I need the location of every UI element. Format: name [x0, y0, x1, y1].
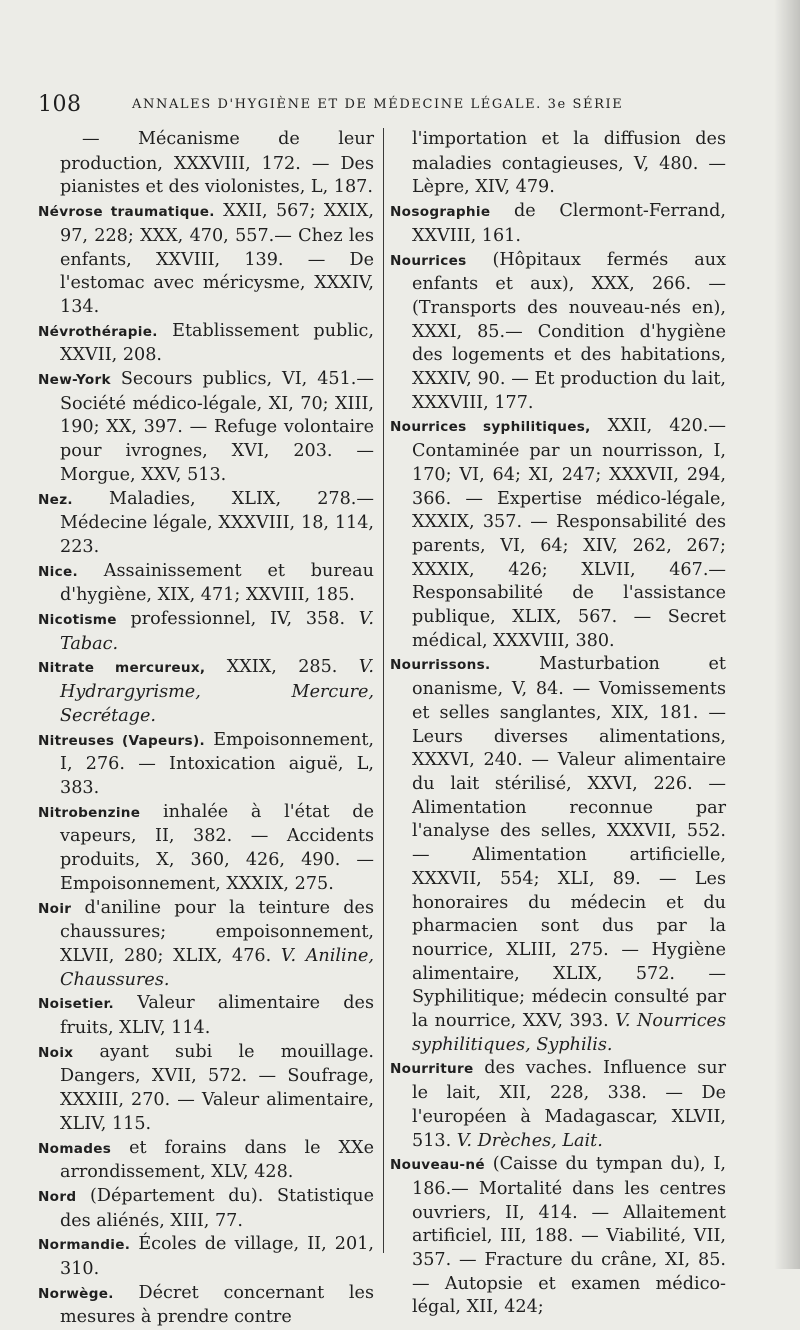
index-entry: Nord (Département du). Statistique des aliénés, XIII, 77.	[38, 1185, 374, 1231]
index-entry: Noix ayant subi le mouillage. Dangers, XVII, 572. — Soufrage, XXXIII, 270. — Valeur alimentaire, XLIV, 115.	[38, 1041, 374, 1134]
index-entry: Nitrobenzine inhalée à l'état de vapeurs, II, 382. — Accidents produits, X, 360, 426, 490. — Empoisonnement, XXXIX, 275.	[38, 801, 374, 894]
page-edge-shadow	[774, 0, 800, 1269]
index-entry: Normandie. Écoles de village, II, 201, 310.	[38, 1234, 374, 1280]
page-header	[38, 92, 638, 118]
index-entry: Nomades et forains dans le XXe arrondissement, XLV, 428.	[38, 1137, 374, 1183]
index-entry: New-York Secours publics, VI, 451.—Société médico-légale, XI, 70; XIII, 190; XX, 397. — Refuge volontaire pour ivrognes, XVI, 203. — Morgue, XXV, 513.	[38, 369, 374, 485]
index-entry: Nourrissons. Masturbation et onanisme, V, 84. — Vomissements et selles sanglantes, XIX, 181. — Leurs diverses alimentations, XXXVI, 240. — Valeur alimentaire du lait stérilisé, XXVI, 226. — Alimentation reconnue par l'analyse des selles, XXXVII, 552. — Alimentation artificielle, XXXVII, 554; XLI, 89. — Les honoraires du médecin et du pharmacien sont dus par la nourrice, XLIII, 275. — Hygiène alimentaire, XLIX, 572. — Syphilitique; médecin consulté par la nourrice, XXV, 393. V. Nourrices syphilitiques, Syphilis.	[390, 654, 727, 1055]
right-column	[390, 128, 726, 1320]
page-number: 108	[38, 92, 82, 117]
index-entry: Névrose traumatique. XXII, 567; XXIX, 97, 228; XXX, 470, 557.— Chez les enfants, XXVIII, 139. — De l'estomac avec méricysme, XXXIV, 134.	[38, 201, 375, 317]
index-entry: Nourriture des vaches. Influence sur le lait, XII, 228, 338. — De l'européen à Madagascar, XLVII, 513. V. Drèches, Lait.	[390, 1058, 726, 1151]
index-entry: Nez. Maladies, XLIX, 278.— Médecine légale, XXXVIII, 18, 114, 223.	[38, 488, 374, 557]
left-column	[38, 128, 374, 1330]
index-entry: Nosographie de Clermont-Ferrand, XXVIII, 161.	[390, 201, 726, 246]
index-entry: Norwège. Décret concernant les mesures à prendre contre	[38, 1282, 374, 1328]
index-entry: — Mécanisme de leur production, XXXVIII, 172. — Des pianistes et des violonistes, L, 187.	[60, 129, 374, 198]
index-entry: Noisetier. Valeur alimentaire des fruits, XLIV, 114.	[38, 993, 374, 1039]
index-entry: Nicotisme professionnel, IV, 358. V. Tabac.	[38, 609, 374, 654]
column-divider	[383, 128, 384, 1253]
running-title: ANNALES D'HYGIÈNE ET DE MÉDECINE LÉGALE. 3e SÉRIE	[132, 97, 624, 112]
index-entry: Nourrices (Hôpitaux fermés aux enfants et aux), XXX, 266. — (Transports des nouveau-nés en), XXXI, 85.— Condition d'hygiène des logements et des habitations, XXXIV, 90. — Et production du lait, XXXVIII, 177.	[390, 249, 726, 413]
index-entry: Névrothérapie. Etablissement public, XXVII, 208.	[38, 320, 374, 366]
index-entry: Nourrices syphilitiques, XXII, 420.— Contaminée par un nourrisson, I, 170; VI, 64; XI, 247; XXXVII, 294, 366. — Expertise médico-légale, XXXIX, 357. — Responsabilité des parents, VI, 64; XIV, 262, 267; XXXIX, 426; XLVII, 467.— Responsabilité de l'assistance publique, XLIX, 567. — Secret médical, XXXVIII, 380.	[390, 416, 726, 651]
index-entry: Nouveau-né (Caisse du tympan du), I, 186.— Mortalité dans les centres ouvriers, II, 414. — Allaitement artificiel, III, 188. — Viabilité, VII, 357. — Fracture du crâne, XI, 85. — Autopsie et examen médico-légal, XII, 424;	[390, 1154, 726, 1318]
index-entry: l'importation et la diffusion des maladies contagieuses, V, 480. — Lèpre, XIV, 479.	[412, 129, 726, 198]
index-entry: Nitreuses (Vapeurs). Empoisonnement, I, 276. — Intoxication aiguë, L, 383.	[38, 729, 374, 798]
index-entry: Nitrate mercureux, XXIX, 285. V. Hydrargyrisme, Mercure, Secrétage.	[38, 657, 374, 726]
index-entry: Nice. Assainissement et bureau d'hygiène, XIX, 471; XXVIII, 185.	[38, 560, 374, 606]
index-entry: Noir d'aniline pour la teinture des chaussures; empoisonnement, XLVII, 280; XLIX, 476. V. Aniline, Chaussures.	[38, 897, 374, 990]
